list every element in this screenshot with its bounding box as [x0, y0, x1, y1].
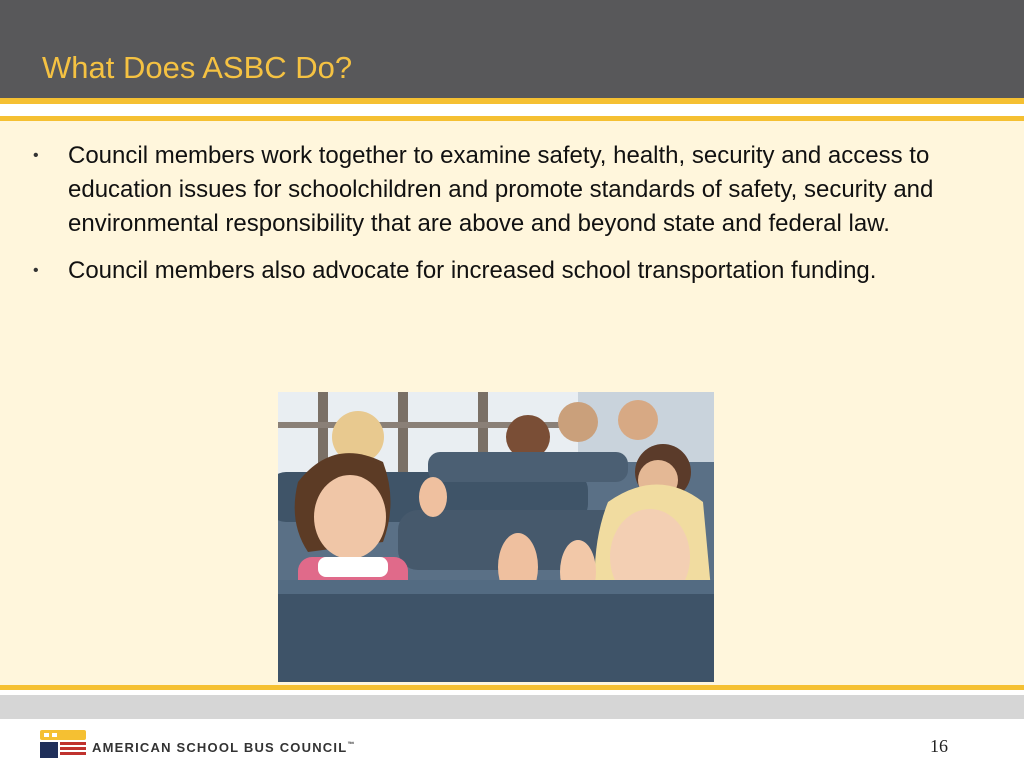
bullet-text: Council members work together to examine safety, health, security and access to education issues for schoolchildren and promote standards of safety, security and environmental responsibility that are above and beyond state and federal law.	[68, 142, 934, 237]
asbc-logo-icon	[40, 730, 86, 760]
bullet-item	[0, 139, 948, 241]
slide-content	[0, 121, 1024, 685]
bullet-list	[0, 139, 1024, 290]
photo-illustration	[278, 392, 714, 682]
slide-header	[0, 0, 1024, 98]
bullet-marker: •	[33, 262, 39, 279]
bullet-text: Council members also advocate for increased school transportation funding.	[68, 257, 877, 284]
footer-accent-stripe	[0, 685, 1024, 690]
bullet-item	[0, 251, 948, 290]
page-number: 16	[930, 736, 948, 756]
header-gap	[0, 104, 1024, 116]
slide-title: What Does ASBC Do?	[42, 50, 353, 85]
bullet-marker: •	[33, 147, 39, 164]
footer-band	[0, 695, 1024, 719]
school-bus-children-photo	[278, 392, 714, 682]
asbc-logo-text: AMERICAN SCHOOL BUS COUNCIL™	[92, 740, 356, 755]
